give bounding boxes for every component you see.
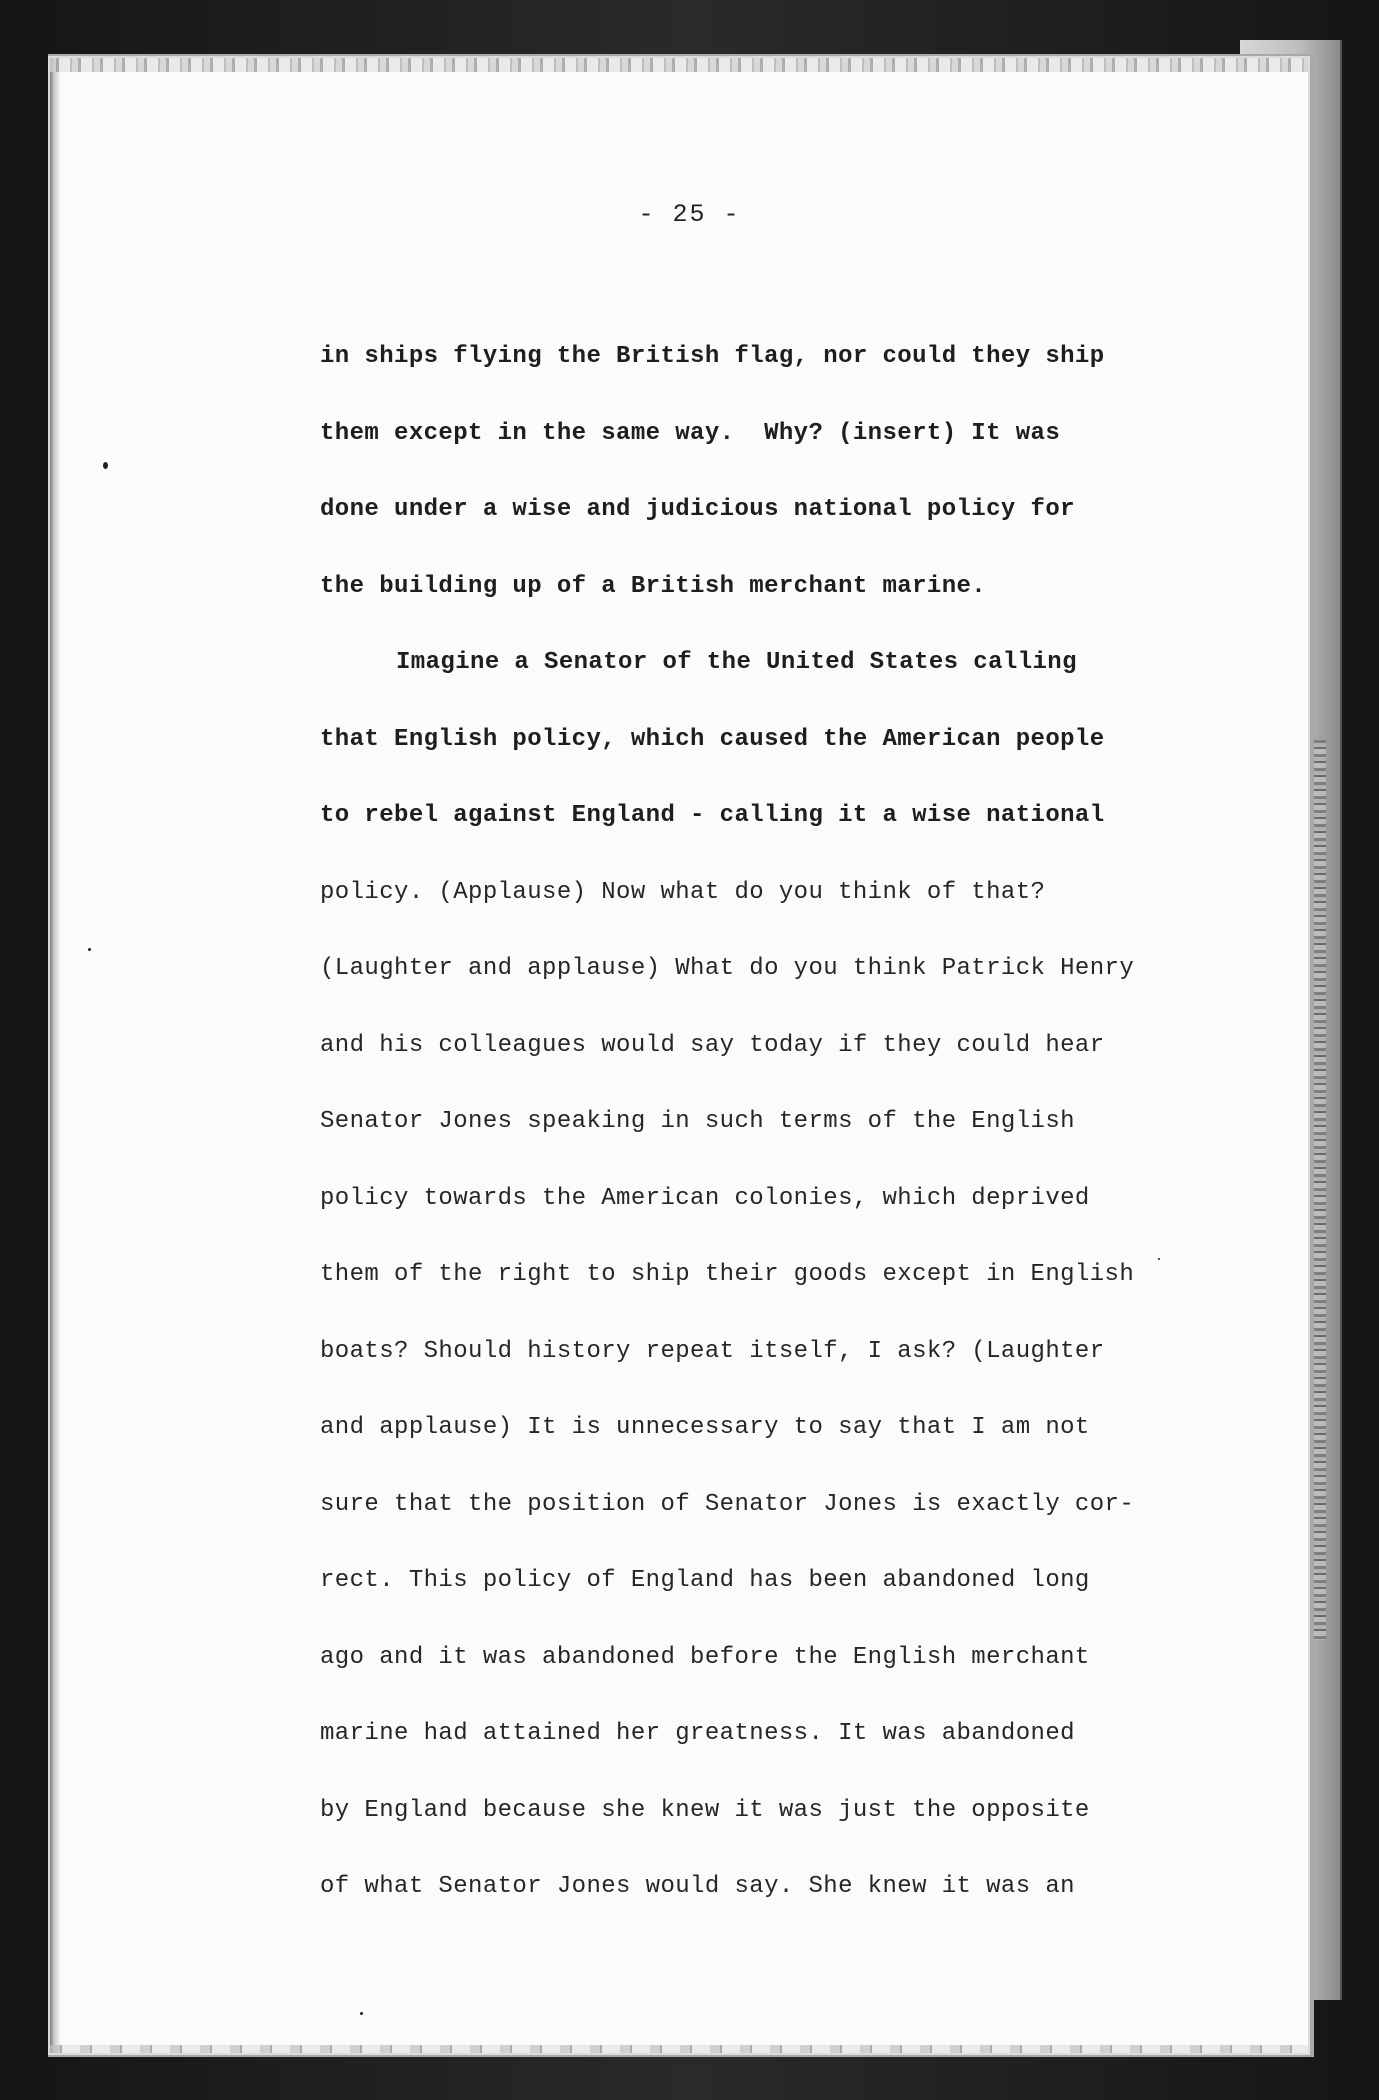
text-line: marine had attained her greatness. It was abandoned [320, 1720, 1075, 1747]
text-line: by England because she knew it was just the opposite [320, 1796, 1090, 1824]
text-line: rect. This policy of England has been abandoned long [320, 1567, 1090, 1594]
text-line: sure that the position of Senator Jones is exactly cor- [320, 1490, 1135, 1518]
text-line: the building up of a British merchant marine. [320, 572, 987, 600]
text-line: to rebel against England - calling it a wise national [320, 802, 1105, 829]
text-line: boats? Should history repeat itself, I ask? (Laughter [320, 1337, 1105, 1365]
text-line: and his colleagues would say today if they could hear [320, 1031, 1105, 1059]
text-line: of what Senator Jones would say. She knew it was an [320, 1873, 1075, 1900]
text-line: them of the right to ship their goods except in English [320, 1261, 1135, 1288]
text-line: Imagine a Senator of the United States calling [396, 649, 1077, 676]
text-line: done under a wise and judicious national policy for [320, 496, 1075, 523]
page-top-edge [50, 58, 1308, 72]
page-bottom-edge [50, 2045, 1308, 2053]
ink-speck [103, 462, 108, 469]
text-line: (Laughter and applause) What do you think Patrick Henry [320, 955, 1135, 982]
text-line: and applause) It is unnecessary to say that I am not [320, 1414, 1090, 1441]
text-line: that English policy, which caused the American people [320, 725, 1105, 753]
text-line: policy towards the American colonies, which deprived [320, 1184, 1090, 1212]
ink-speck [88, 948, 91, 951]
ink-speck [360, 2012, 363, 2015]
text-line: Senator Jones speaking in such terms of the English [320, 1108, 1075, 1135]
text-line: ago and it was abandoned before the English merchant [320, 1643, 1090, 1671]
ink-speck [1158, 1258, 1160, 1260]
page-number: - 25 - [638, 200, 741, 229]
text-line: them except in the same way. Why? (insert) It was [320, 419, 1061, 447]
page-left-edge [50, 58, 60, 2053]
text-line: in ships flying the British flag, nor could they ship [320, 343, 1105, 370]
body-text [320, 332, 1220, 1939]
text-line: policy. (Applause) Now what do you think of that? [320, 878, 1046, 906]
